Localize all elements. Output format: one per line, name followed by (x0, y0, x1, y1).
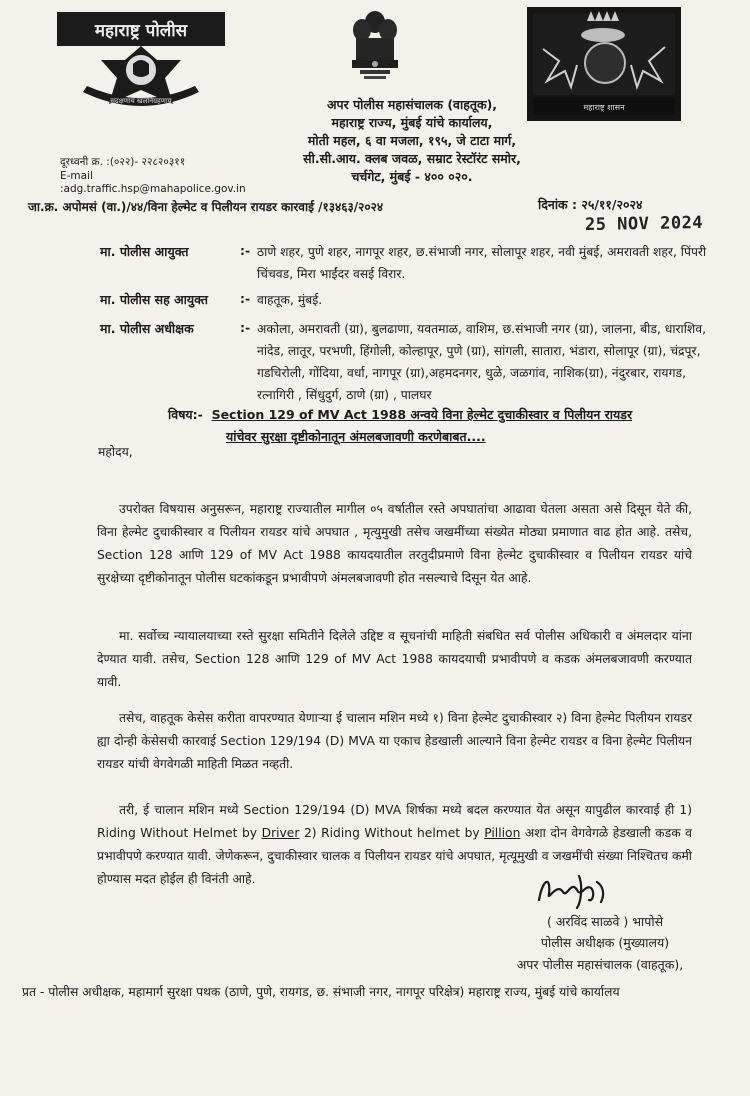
phone-number: दूरध्वनी क्र. :(०२२)- २२८२०३११ (60, 156, 186, 168)
addressee-label-commissioner: मा. पोलीस आयुक्त (100, 244, 189, 259)
addressee-list-joint-commissioner: वाहतूक, मुंबई. (257, 293, 323, 307)
received-date-stamp: 25 NOV 2024 (584, 212, 704, 236)
addressee-colon: :- (240, 320, 251, 335)
office-line-1: अपर पोलीस महासंचालक (वाहतूक), (326, 97, 498, 112)
signatory-designation: पोलीस अधीक्षक (मुख्यालय) (540, 935, 670, 950)
addressee-list-superintendent: अकोला, अमरावती (ग्रा), बुलढाणा, यवतमाळ, वाशिम, छ.संभाजी नगर (ग्रा), जालना, बीड, धाराशिव, नांदेड, लातूर, परभणी, हिंगोली, कोल्हापूर, पुणे (ग्रा), सांगली, सातारा, भंडारा, सोलापूर (ग्रा), चंद्रपूर, गडचिरोली, गोंदिया, वर्धा, नागपूर (ग्रा),अहमदनगर, धुळे, जळगांव, नाशिक(ग्रा), नंदुरबार, रायगड, रत्नागिरी , सिंधुदुर्ग, ठाणे (ग्रा) , पालघर (257, 322, 707, 402)
office-line-4: सी.सी.आय. क्लब जवळ, सम्राट रेस्टॉरंट समोर, (303, 151, 521, 166)
state-seal-text: महाराष्ट्र शासन (583, 103, 625, 112)
addressee-label-superintendent: मा. पोलीस अधीक्षक (100, 321, 194, 336)
email-label: E-mail (60, 170, 93, 182)
subject-line-1: Section 129 of MV Act 1988 अन्वये विना हेल्मेट दुचाकीस्वार व पिलीयन रायडर (211, 407, 633, 422)
national-emblem (340, 8, 410, 88)
handwritten-signature (533, 872, 613, 910)
reference-number: जा.क्र. अपोमसं (वा.)/४४/विना हेल्मेट व पिलीयन रायडर कारवाई /१३४६३/२०२४ (28, 200, 384, 214)
subject-label: विषय:- (168, 407, 203, 422)
paragraph-4-driver: Driver (261, 826, 300, 840)
paragraph-4-part-a: तरी, ई चालान मशिन मध्ये Section 129/194 (D) MVA शिर्षका मध्ये बदल करण्यात येत असून यापुढील कारवाई ही 1) Riding Without Helmet by (97, 803, 692, 840)
police-logo-title: महाराष्ट्र पोलीस (94, 21, 188, 41)
addressee-colon: :- (240, 243, 251, 258)
police-logo-motto: सद्रक्षणाय खलनिग्रहणाय (110, 97, 172, 105)
paragraph-4-part-b: 2) Riding Without helmet by (299, 826, 485, 840)
subject (168, 404, 688, 448)
paragraph-4-part-c: अशा दोन वेगवेगळे हेडखाली कडक व प्रभावीपणे करण्यात यावी. जेणेकरून, दुचाकीस्वार चालक व पिलीयन रायडर यांचे अपघात, मृत्यूमुखी व जखमींची संख्या निश्चितच कमी होण्यास मदत होईल ही विनंती आहे. (97, 826, 693, 886)
signatory-office: अपर पोलीस महासंचालक (वाहतूक), (516, 957, 684, 972)
maharashtra-police-logo (55, 8, 227, 118)
signatory-name: ( अरविंद साळवे ) भापोसे (546, 914, 664, 929)
office-line-2: महाराष्ट्र राज्य, मुंबई यांचे कार्यालय, (331, 115, 493, 130)
addressee-label-joint-commissioner: मा. पोलीस सह आयुक्त (100, 292, 208, 307)
letter-date: दिनांक : २५/११/२०२४ (538, 197, 643, 212)
paragraph-2: मा. सर्वोच्च न्यायालयाच्या रस्ते सुरक्षा समितीने दिलेले उद्दिष्ट व सूचनांची माहिती संबधित सर्व पोलीस अधिकारी व अंमलदार यांना देण्यात यावी. तसेच, Section 128 आणि 129 of MV Act 1988 कायदयाची प्रभावीपणे व कडक अंमलबजावणी करण्यात यावी. (97, 629, 692, 689)
copy-to: प्रत - पोलीस अधीक्षक, महामार्ग सुरक्षा पथक (ठाणे, पुणे, रायगड, छ. संभाजी नगर, नागपूर परिक्षेत्र) महाराष्ट्र राज्य, मुंबई यांचे कार्यालय (22, 985, 620, 999)
paragraph-1: उपरोक्त विषयास अनुसरून, महाराष्ट्र राज्यातील मागील ०५ वर्षातील रस्ते अपघातांचा आढावा घेतला असता असे दिसून येते की, विना हेल्मेट दुचाकीस्वार व पिलीयन रायडर यांचे अपघात , मृत्युमुखी तसेच जखमींच्या संख्येत मोठ्या प्रमाणात वाढ होत आहे. तसेच, Section 128 आणि 129 of MV Act 1988 कायदयातील तरतुदीप्रमाणे विना हेल्मेट दुचाकीस्वार व पिलीयन रायडर यांचे सुरक्षेच्या दृष्टीकोनातून पोलीस घटकांकडून प्रभावीपणे अंमलबजावणी होत नसल्याचे दिसून येत आहे. (97, 502, 692, 585)
subject-line-2: यांचेवर सुरक्षा दृष्टीकोनातून अंमलबजावणी करणेबाबत.... (226, 429, 486, 444)
addressee-colon: :- (240, 291, 251, 306)
office-line-3: मोती महल, ६ वा मजला, १९५, जे टाटा मार्ग, (307, 133, 517, 148)
salutation: महोदय, (98, 445, 133, 459)
paragraph-3: तसेच, वाहतूक केसेस करीता वापरण्यात येणाऱ्या ई चालान मशिन मध्ये १) विना हेल्मेट दुचाकीस्वार २) विना हेल्मेट पिलीयन रायडर ह्या दोन्ही केसेसची कारवाई Section 129/194 (D) MVA या एकाच हेडखाली आल्याने विना हेल्मेट रायडर व विना हेल्मेट पिलीयन रायडर यांची वेगवेगळी माहिती मिळत नव्हती. (97, 711, 692, 771)
paragraph-4-pillion: Pillion (484, 826, 521, 840)
email-address: :adg.traffic.hsp@mahapolice.gov.in (60, 183, 246, 195)
addressee-list-commissioner: ठाणे शहर, पुणे शहर, नागपूर शहर, छ.संभाजी नगर, सोलापूर शहर, नवी मुंबई, अमरावती शहर, पिंपरी चिंचवड, मिरा भाईंदर वसई विरार. (257, 245, 707, 281)
office-line-5: चर्चगेट, मुंबई - ४०० ०२०. (351, 169, 473, 184)
